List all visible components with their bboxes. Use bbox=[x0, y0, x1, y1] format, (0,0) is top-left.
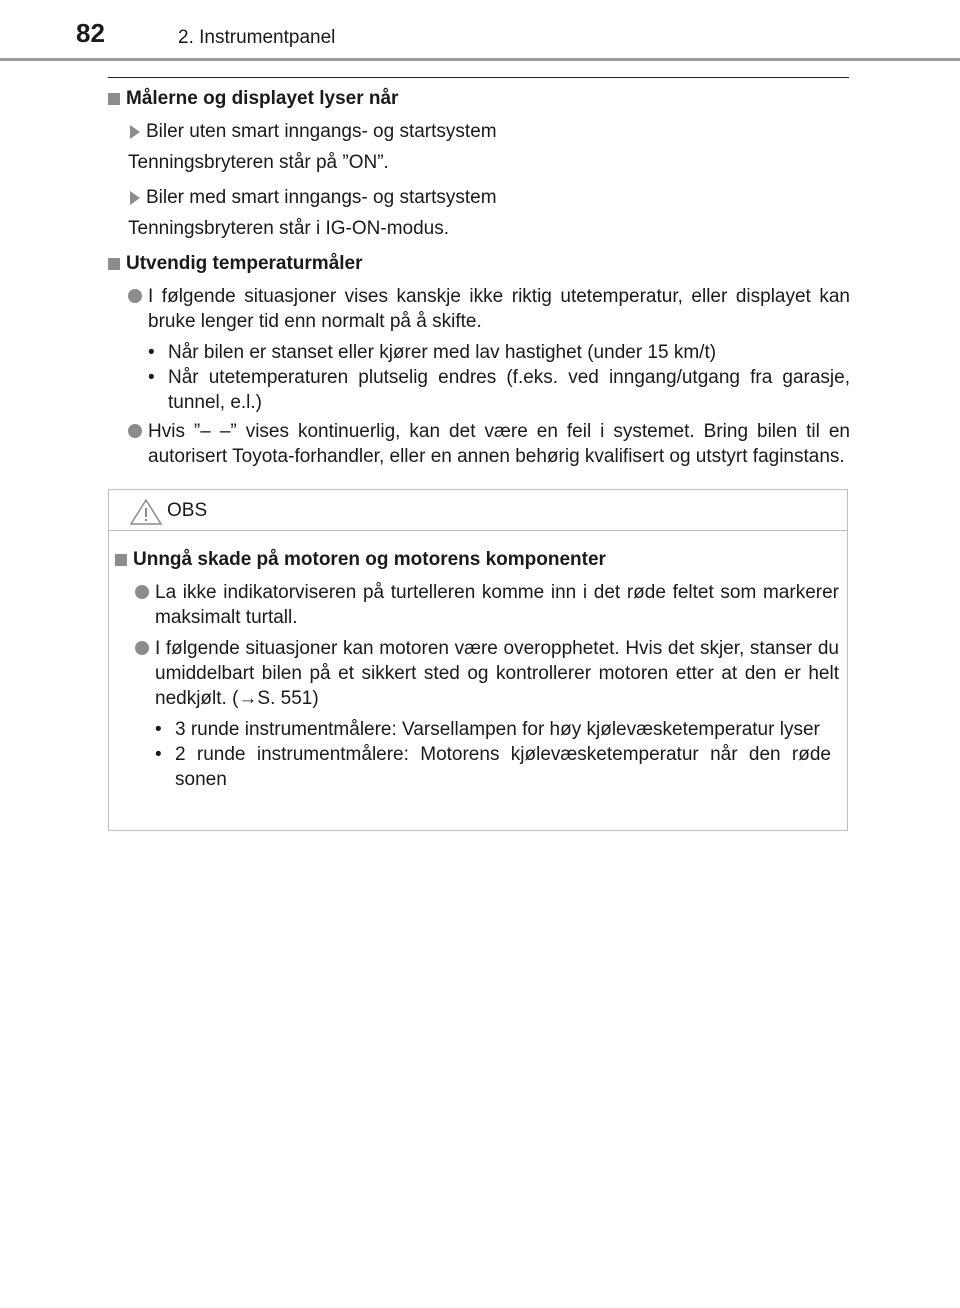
triangle-bullet-icon bbox=[130, 125, 140, 139]
circle-bullet-icon bbox=[135, 641, 149, 655]
notice-heading-text: Unngå skade på motoren og motorens komponenter bbox=[133, 549, 606, 570]
sub-list-item-text: Når utetemperaturen plutselig endres (f.eks. ved inngang/utgang fra garasje, tunnel, e.l.) bbox=[168, 367, 850, 413]
sub-list-item-text: 2 runde instrumentmålere: Motorens kjølevæsketemperatur når den røde sonen bbox=[175, 744, 831, 790]
sub-list-item: • 2 runde instrumentmålere: Motorens kjølevæsketemperatur når den røde sonen bbox=[155, 744, 831, 790]
condition-text: Biler med smart inngangs- og startsystem bbox=[146, 187, 497, 208]
circle-bullet-icon bbox=[135, 585, 149, 599]
list-item bbox=[115, 636, 839, 711]
list-item bbox=[108, 419, 850, 469]
list-item-text: Hvis ”– –” vises kontinuerlig, kan det være en feil i systemet. Bring bilen til en autorisert Toyota-forhandler, eller en annen behørig kvalifisert og utstyrt faginstans. bbox=[148, 421, 850, 467]
circle-bullet-icon bbox=[128, 424, 142, 438]
paragraph: Tenningsbryteren står i IG-ON-modus. bbox=[128, 218, 450, 239]
triangle-bullet-icon bbox=[130, 191, 140, 205]
condition-item bbox=[130, 185, 850, 210]
warning-icon bbox=[129, 498, 163, 526]
notice-body bbox=[109, 531, 847, 792]
notice-box bbox=[108, 489, 848, 831]
list-item bbox=[108, 284, 850, 334]
condition-item bbox=[130, 119, 850, 144]
square-bullet-icon bbox=[108, 258, 120, 270]
page-body bbox=[108, 86, 850, 475]
list-item-text: I følgende situasjoner kan motoren være overopphetet. Hvis det skjer, stanser du umiddelbart bilen på et sikkert sted og kontrollerer motoren etter at den er helt nedkjølt. (→S. 551) bbox=[155, 638, 839, 709]
chapter-title: 2. Instrumentpanel bbox=[178, 27, 336, 48]
content-divider bbox=[108, 77, 849, 78]
paragraph: Tenningsbryteren står på ”ON”. bbox=[128, 152, 389, 173]
circle-bullet-icon bbox=[128, 289, 142, 303]
section-heading bbox=[108, 86, 850, 111]
sub-list bbox=[155, 717, 831, 792]
notice-label: OBS bbox=[167, 500, 208, 521]
condition-text: Biler uten smart inngangs- og startsystem bbox=[146, 121, 497, 142]
list-item-text: La ikke indikatorviseren på turtelleren komme inn i det røde feltet som markerer maksimalt turtall. bbox=[155, 582, 839, 628]
page-number: 82 bbox=[76, 18, 105, 48]
section-heading-text: Utvendig temperaturmåler bbox=[126, 253, 363, 274]
square-bullet-icon bbox=[115, 554, 127, 566]
list-item bbox=[115, 580, 839, 630]
sub-list-item: • Når bilen er stanset eller kjører med lav hastighet (under 15 km/t) bbox=[148, 340, 850, 365]
list-item-text: I følgende situasjoner vises kanskje ikke riktig utetemperatur, eller displayet kan bruke lenger tid enn normalt på å skifte. bbox=[148, 286, 850, 332]
notice-header bbox=[109, 490, 847, 531]
notice-heading bbox=[115, 547, 839, 572]
sub-list-item-text: 3 runde instrumentmålere: Varsellampen for høy kjølevæsketemperatur lyser bbox=[175, 719, 820, 740]
sub-list bbox=[148, 340, 850, 415]
section-heading bbox=[108, 251, 850, 276]
sub-list-item: • Når utetemperaturen plutselig endres (f.eks. ved inngang/utgang fra garasje, tunnel, e.l.) bbox=[148, 367, 850, 413]
header-divider bbox=[0, 58, 960, 61]
sub-list-item-text: Når bilen er stanset eller kjører med lav hastighet (under 15 km/t) bbox=[168, 342, 717, 363]
section-heading-text: Målerne og displayet lyser når bbox=[126, 88, 399, 109]
page-header bbox=[0, 0, 960, 60]
square-bullet-icon bbox=[108, 93, 120, 105]
sub-list-item: • 3 runde instrumentmålere: Varsellampen for høy kjølevæsketemperatur lyser bbox=[155, 717, 831, 742]
